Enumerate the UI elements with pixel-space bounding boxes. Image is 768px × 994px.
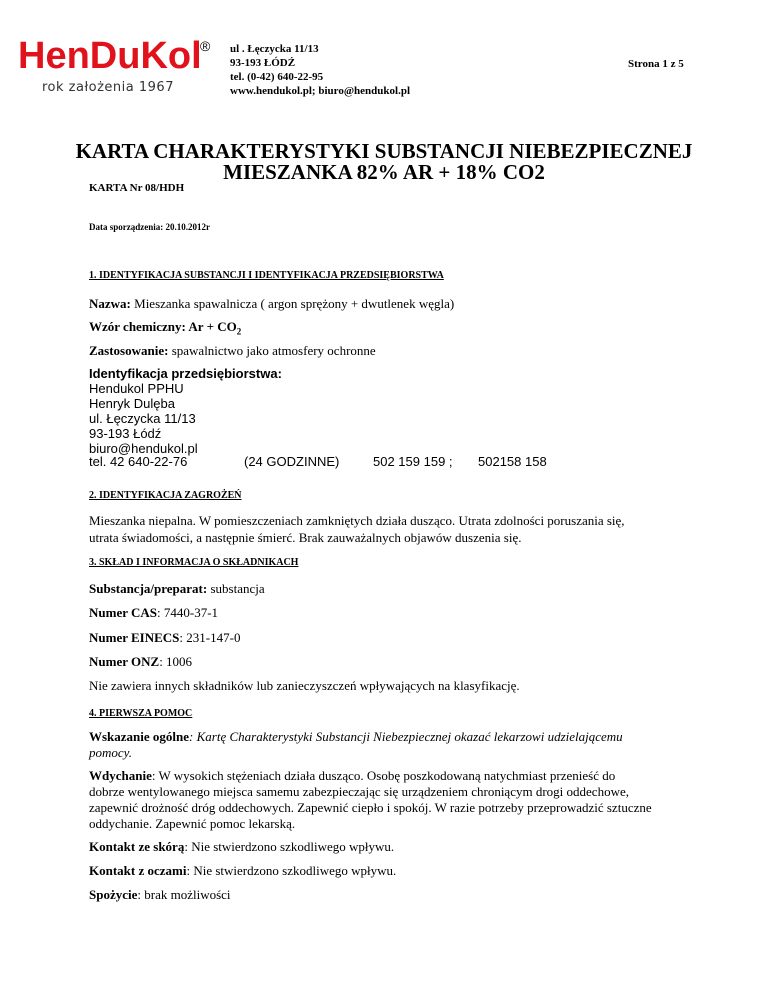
ingestion-value: : brak możliwości: [137, 887, 231, 902]
use-row: [89, 343, 709, 359]
use-label: Zastosowanie:: [89, 343, 169, 358]
general-advice-text-cont: pomocy.: [89, 745, 132, 760]
onz-label: Numer ONZ: [89, 654, 160, 669]
composition-note: Nie zawiera innych składników lub zanieczyszczeń wpływających na klasyfikację.: [89, 678, 520, 693]
inhalation-text-2: dobrze wentylowanego miejsca samemu zabezpieczając się urządzeniem chroniącym drogi oddechowe,: [89, 784, 629, 799]
name-row: [89, 296, 709, 312]
company-street: ul. Łęczycka 11/13: [89, 411, 196, 426]
general-advice-line1: [89, 729, 709, 745]
ingestion-row: [89, 887, 709, 903]
inhalation-text-4: oddychanie. Zapewnić pomoc lekarską.: [89, 816, 296, 831]
onz-value: : 1006: [159, 654, 193, 669]
eye-contact-label: Kontakt z oczami: [89, 863, 187, 878]
company-phones: [89, 454, 709, 470]
document-title-line2: MIESZANKA 82% AR + 18% CO2: [223, 160, 545, 184]
inhalation-text-1: : W wysokich stężeniach działa dusząco. Osobę poszkodowaną natychmiast przenieść do: [151, 768, 616, 783]
company-name: Hendukol PPHU: [89, 381, 184, 396]
company-id-label-row: [89, 366, 709, 382]
phone-1: 502 159 159 ;: [373, 454, 453, 469]
document-title-line1: KARTA CHARAKTERYSTYKI SUBSTANCJI NIEBEZPIECZNEJ: [75, 139, 693, 163]
substance-label: Substancja/preparat:: [89, 581, 208, 596]
skin-contact-value: : Nie stwierdzono szkodliwego wpływu.: [184, 839, 395, 854]
page-number: Strona 1 z 5: [628, 58, 684, 70]
section-1-heading: 1. IDENTYFIKACJA SUBSTANCJI I IDENTYFIKACJA PRZEDSIĘBIORSTWA: [89, 270, 444, 281]
company-address: [230, 42, 410, 98]
company-email: biuro@hendukol.pl: [89, 441, 198, 456]
general-advice-line2: [89, 745, 709, 761]
inhalation-text-3: zapewnić drożność dróg oddechowych. Zapewnić ciepło i spokój. W razie potrzeby przeprowadzić sztuczne: [89, 800, 652, 815]
section-4-heading: 4. PIERWSZA POMOC: [89, 708, 193, 719]
logo-founded-year: rok założenia 1967: [42, 80, 174, 95]
company-id-label: Identyfikacja przedsiębiorstwa:: [89, 366, 282, 381]
einecs-label: Numer EINECS: [89, 630, 180, 645]
card-number: KARTA Nr 08/HDH: [89, 182, 185, 194]
inhalation-label: Wdychanie: [89, 768, 152, 783]
inhalation-line1: [89, 768, 709, 784]
section-2-heading: 2. IDENTYFIKACJA ZAGROŻEŃ: [89, 490, 242, 501]
name-value: Mieszanka spawalnicza ( argon sprężony + dwutlenek węgla): [134, 296, 455, 311]
cas-row: [89, 605, 709, 621]
registered-mark: ®: [200, 38, 211, 54]
general-advice-text: : Kartę Charakterystyki Substancji Niebezpiecznej okazać lekarzowi udzielającemu: [189, 729, 623, 744]
phone-2: 502158 158: [478, 454, 547, 469]
formula-label: Wzór chemiczny: Ar + CO: [89, 319, 237, 334]
onz-row: [89, 654, 709, 670]
ingestion-label: Spożycie: [89, 887, 138, 902]
general-advice-label: Wskazanie ogólne: [89, 729, 190, 744]
cas-value: : 7440-37-1: [157, 605, 219, 620]
logo-wordmark: HenDuKol: [18, 35, 202, 77]
name-label: Nazwa:: [89, 296, 131, 311]
formula-row: [89, 319, 709, 340]
address-web-email: www.hendukol.pl; biuro@hendukol.pl: [230, 85, 410, 97]
eye-contact-value: : Nie stwierdzono szkodliwego wpływu.: [186, 863, 397, 878]
cas-label: Numer CAS: [89, 605, 158, 620]
hazard-line-1: Mieszanka niepalna. W pomieszczeniach zamkniętych działa dusząco. Utrata zdolności poruszania się,: [89, 513, 625, 528]
substance-row: [89, 581, 709, 597]
company-owner: Henryk Dulęba: [89, 396, 175, 411]
skin-contact-row: [89, 839, 709, 855]
substance-value: substancja: [210, 581, 265, 596]
section-3-heading: 3. SKŁAD I INFORMACJA O SKŁADNIKACH: [89, 557, 299, 568]
use-value: spawalnictwo jako atmosfery ochronne: [171, 343, 376, 358]
einecs-row: [89, 630, 709, 646]
company-tel: tel. 42 640-22-76: [89, 454, 188, 469]
eye-contact-row: [89, 863, 709, 879]
tel-24h-label: (24 GODZINNE): [244, 454, 340, 469]
date-prepared: Data sporządzenia: 20.10.2012r: [89, 222, 210, 232]
address-city: 93-193 ŁÓDŹ: [230, 57, 296, 69]
formula-subscript: 2: [236, 326, 242, 337]
company-city: 93-193 Łódź: [89, 426, 162, 441]
address-street: ul . Łęczycka 11/13: [230, 43, 319, 55]
einecs-value: : 231-147-0: [179, 630, 241, 645]
company-logo: [18, 36, 214, 98]
skin-contact-label: Kontakt ze skórą: [89, 839, 185, 854]
hazard-line-2: utrata świadomości, a następnie śmierć. Brak zauważalnych objawów duszenia się.: [89, 530, 522, 545]
company-details: [89, 381, 198, 456]
address-phone: tel. (0-42) 640-22-95: [230, 71, 324, 83]
